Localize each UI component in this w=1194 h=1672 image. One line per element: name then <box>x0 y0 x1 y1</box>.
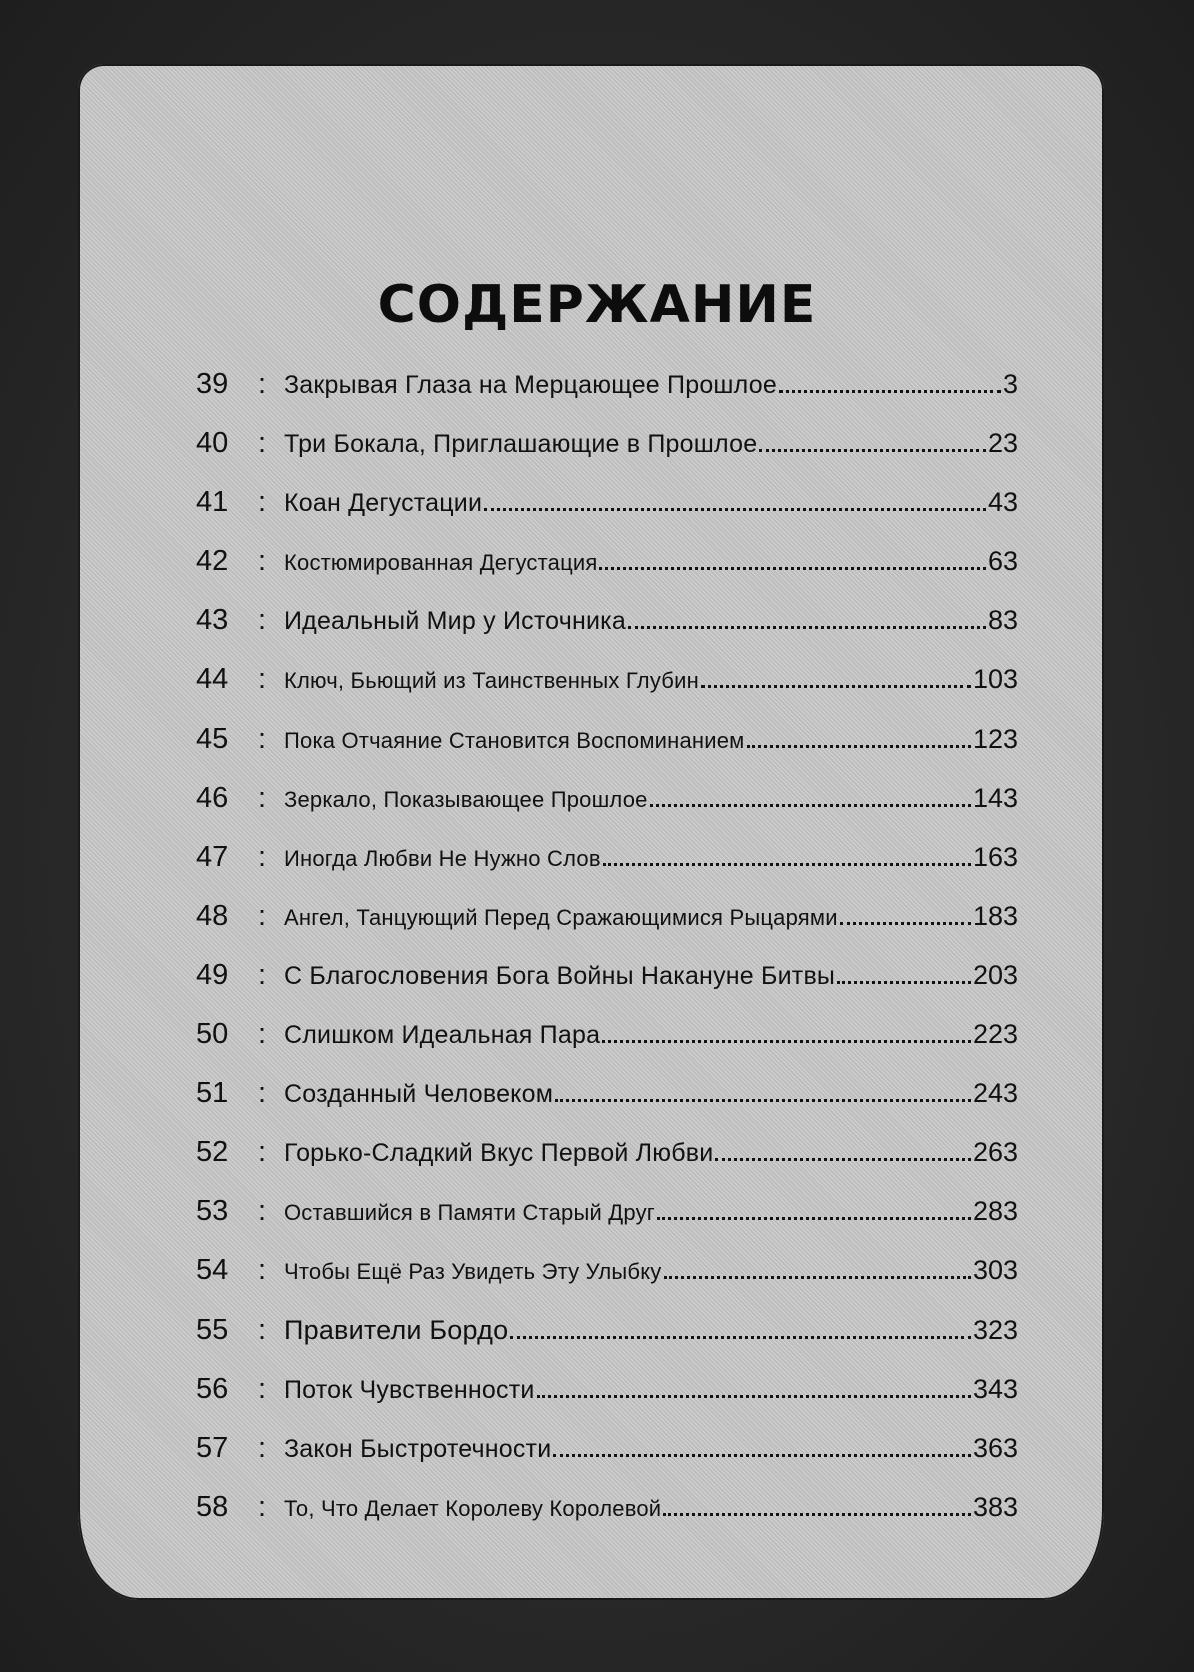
page-title: СОДЕРЖАНИЕ <box>377 274 817 335</box>
chapter-number: 43 <box>196 604 229 637</box>
chapter-separator: : <box>258 1313 267 1346</box>
page-number: 323 <box>972 1314 1018 1345</box>
chapter-number: 51 <box>196 1077 229 1110</box>
dot-leader <box>603 863 971 866</box>
chapter-number: 42 <box>196 545 229 578</box>
chapter-separator: : <box>258 1372 267 1405</box>
toc-entry[interactable] <box>196 1136 1018 1195</box>
toc-entry[interactable] <box>196 1314 1018 1373</box>
chapter-separator: : <box>258 781 267 814</box>
chapter-separator: : <box>258 368 267 400</box>
toc-entry[interactable] <box>196 545 1018 604</box>
page-number: 383 <box>972 1491 1018 1522</box>
page-number: 363 <box>972 1432 1018 1463</box>
dot-leader <box>664 1276 971 1279</box>
page-number: 223 <box>972 1019 1018 1050</box>
chapter-number: 47 <box>196 840 229 873</box>
table-of-contents <box>196 368 1018 1550</box>
chapter-number: 55 <box>196 1313 229 1346</box>
page-number: 283 <box>972 1196 1018 1227</box>
dot-leader <box>701 685 971 688</box>
page-number: 203 <box>972 959 1018 990</box>
chapter-number: 54 <box>196 1254 229 1287</box>
page-number: 303 <box>972 1255 1018 1286</box>
chapter-separator: : <box>258 899 267 932</box>
chapter-title: Закрывая Глаза на Мерцающее Прошлое <box>284 371 777 399</box>
chapter-separator: : <box>258 1195 267 1228</box>
chapter-separator: : <box>258 1490 267 1523</box>
dot-leader <box>599 567 985 570</box>
chapter-title: Пока Отчаяние Становится Воспоминанием <box>284 727 745 753</box>
toc-entry[interactable] <box>196 1373 1018 1432</box>
chapter-separator: : <box>258 1077 267 1110</box>
dot-leader <box>537 1395 971 1398</box>
dot-leader <box>747 745 971 748</box>
chapter-number: 52 <box>196 1136 229 1169</box>
chapter-title: Горько-Сладкий Вкус Первой Любви <box>284 1139 714 1168</box>
chapter-title: Созданный Человеком <box>284 1080 554 1109</box>
chapter-title: Иногда Любви Не Нужно Слов <box>284 845 601 871</box>
page-number: 123 <box>972 723 1018 754</box>
page-number: 83 <box>987 605 1018 636</box>
dot-leader <box>840 922 971 925</box>
dot-leader <box>837 981 971 984</box>
chapter-separator: : <box>258 663 267 696</box>
chapter-number: 46 <box>196 781 229 814</box>
page-number: 343 <box>972 1373 1018 1404</box>
chapter-number: 40 <box>196 427 229 460</box>
chapter-title: Коан Дегустации <box>284 489 483 518</box>
toc-entry[interactable] <box>196 782 1018 841</box>
chapter-title: То, Что Делает Королеву Королевой <box>284 1495 662 1521</box>
toc-entry[interactable] <box>196 604 1018 663</box>
page-number: 23 <box>987 428 1018 459</box>
chapter-separator: : <box>258 486 267 519</box>
chapter-title: Слишком Идеальная Пара <box>284 1021 601 1050</box>
chapter-title: Чтобы Ещё Раз Увидеть Эту Улыбку <box>284 1259 662 1285</box>
dot-leader <box>759 449 986 452</box>
dot-leader <box>602 1040 971 1043</box>
toc-entry[interactable] <box>196 1254 1018 1313</box>
chapter-number: 44 <box>196 663 229 696</box>
dot-leader <box>650 804 971 807</box>
toc-entry[interactable] <box>196 368 1018 427</box>
dot-leader <box>553 1454 971 1457</box>
dot-leader <box>779 390 1001 393</box>
page-number: 43 <box>987 487 1018 518</box>
chapter-separator: : <box>258 1018 267 1051</box>
dot-leader <box>715 1158 971 1161</box>
chapter-number: 48 <box>196 899 229 932</box>
page-number: 263 <box>972 1137 1018 1168</box>
page-number: 63 <box>987 546 1018 577</box>
chapter-title: Правители Бордо <box>284 1314 509 1345</box>
chapter-number: 41 <box>196 486 229 519</box>
chapter-title: Ключ, Бьющий из Таинственных Глубин <box>284 668 699 694</box>
chapter-separator: : <box>258 958 267 991</box>
chapter-title: Закон Быстротечности <box>284 1434 552 1463</box>
toc-entry[interactable] <box>196 1491 1018 1550</box>
chapter-separator: : <box>258 722 267 755</box>
toc-entry[interactable] <box>196 427 1018 486</box>
page-number: 143 <box>972 782 1018 813</box>
chapter-title: С Благословения Бога Войны Накануне Битвы <box>284 961 836 990</box>
dot-leader <box>484 508 986 511</box>
chapter-title: Три Бокала, Приглашающие в Прошлое <box>284 430 758 459</box>
chapter-title: Ангел, Танцующий Перед Сражающимися Рыцарями <box>284 904 838 930</box>
chapter-title: Костюмированная Дегустация <box>284 550 598 576</box>
chapter-title: Оставшийся в Памяти Старый Друг <box>284 1200 655 1226</box>
chapter-separator: : <box>258 427 267 460</box>
page-number: 243 <box>972 1078 1018 1109</box>
chapter-number: 50 <box>196 1018 229 1051</box>
toc-entry[interactable] <box>196 1195 1018 1254</box>
chapter-number: 56 <box>196 1372 229 1405</box>
page-number: 163 <box>972 841 1018 872</box>
toc-entry[interactable] <box>196 663 1018 722</box>
chapter-separator: : <box>258 1254 267 1287</box>
toc-entry[interactable] <box>196 723 1018 782</box>
chapter-separator: : <box>258 1136 267 1169</box>
dot-leader <box>628 626 986 629</box>
chapter-separator: : <box>258 604 267 637</box>
toc-entry[interactable] <box>196 486 1018 545</box>
toc-entry[interactable] <box>196 1077 1018 1136</box>
chapter-number: 49 <box>196 958 229 991</box>
chapter-title: Поток Чувственности <box>284 1375 535 1404</box>
toc-entry[interactable] <box>196 1018 1018 1077</box>
chapter-number: 39 <box>196 368 229 400</box>
toc-entry[interactable] <box>196 959 1018 1018</box>
toc-entry[interactable] <box>196 900 1018 959</box>
chapter-title: Идеальный Мир у Источника <box>284 607 626 636</box>
chapter-separator: : <box>258 545 267 578</box>
chapter-separator: : <box>258 840 267 873</box>
chapter-separator: : <box>258 1431 267 1464</box>
dot-leader <box>663 1513 971 1516</box>
chapter-number: 58 <box>196 1490 229 1523</box>
dot-leader <box>657 1217 971 1220</box>
page-number: 103 <box>972 664 1018 695</box>
toc-entry[interactable] <box>196 841 1018 900</box>
chapter-number: 57 <box>196 1431 229 1464</box>
chapter-title: Зеркало, Показывающее Прошлое <box>284 786 648 812</box>
dot-leader <box>510 1336 971 1339</box>
toc-entry[interactable] <box>196 1432 1018 1491</box>
page-number: 3 <box>1002 369 1018 399</box>
chapter-number: 45 <box>196 722 229 755</box>
page-number: 183 <box>972 900 1018 931</box>
chapter-number: 53 <box>196 1195 229 1228</box>
dot-leader <box>555 1099 971 1102</box>
